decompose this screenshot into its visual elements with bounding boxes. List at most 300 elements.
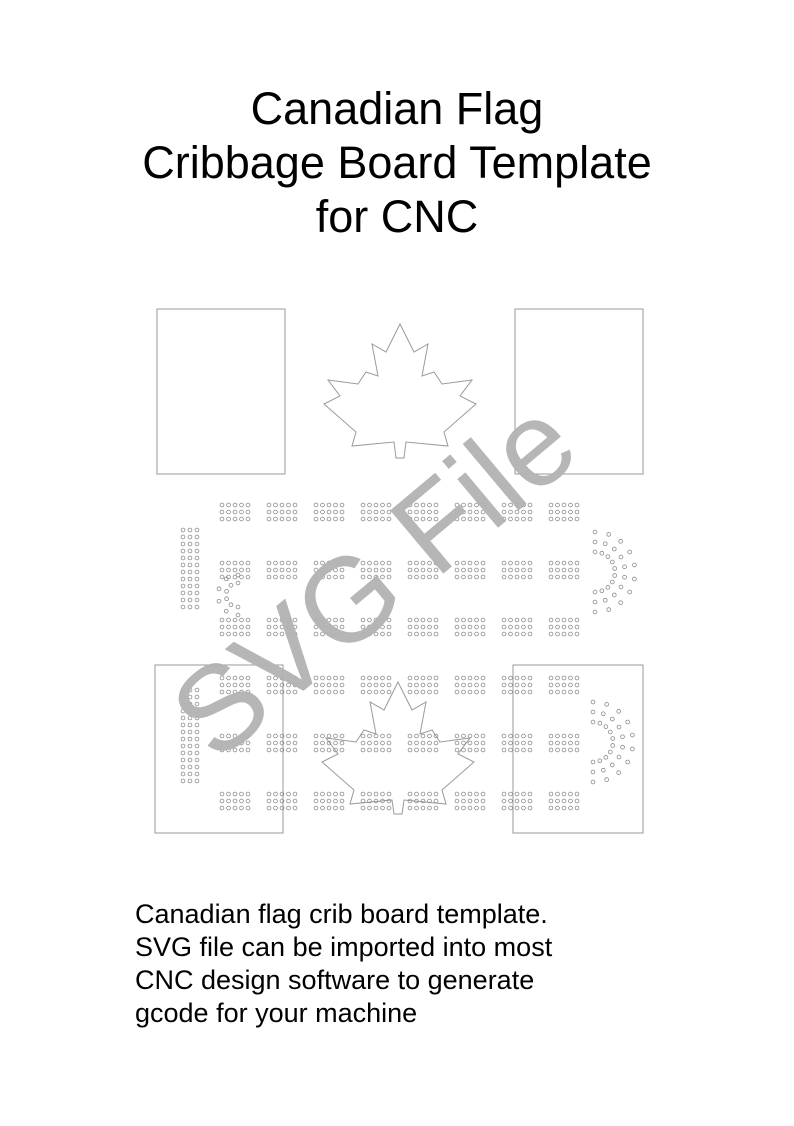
peg-hole bbox=[340, 510, 344, 514]
peg-hole bbox=[381, 748, 385, 752]
peg-hole bbox=[462, 741, 466, 745]
peg-hole bbox=[468, 683, 472, 687]
peg-hole bbox=[601, 712, 605, 716]
peg-hole bbox=[591, 700, 595, 704]
peg-hole bbox=[468, 734, 472, 738]
peg-hole bbox=[468, 748, 472, 752]
peg-hole bbox=[575, 561, 579, 565]
peg-hole bbox=[611, 737, 615, 741]
peg-hole bbox=[481, 748, 485, 752]
peg-hole bbox=[246, 575, 250, 579]
peg-hole bbox=[569, 741, 573, 745]
peg-hole bbox=[575, 632, 579, 636]
peg-hole bbox=[575, 748, 579, 752]
peg-hole bbox=[195, 758, 199, 762]
peg-hole bbox=[468, 618, 472, 622]
peg-hole bbox=[188, 598, 192, 602]
peg-hole bbox=[502, 741, 506, 745]
title-line-1: Canadian Flag bbox=[250, 83, 544, 134]
peg-hole bbox=[455, 741, 459, 745]
peg-hole bbox=[421, 632, 425, 636]
peg-hole bbox=[604, 725, 608, 729]
peg-hole bbox=[293, 748, 297, 752]
peg-hole bbox=[575, 683, 579, 687]
peg-hole bbox=[502, 792, 506, 796]
peg-hole bbox=[462, 683, 466, 687]
peg-hole bbox=[481, 799, 485, 803]
peg-hole bbox=[462, 632, 466, 636]
peg-hole bbox=[415, 806, 419, 810]
peg-hole bbox=[621, 745, 625, 749]
peg-hole bbox=[267, 561, 271, 565]
peg-hole bbox=[475, 806, 479, 810]
peg-hole bbox=[314, 510, 318, 514]
peg-hole bbox=[229, 583, 233, 587]
description-line-1: Canadian flag crib board template. bbox=[135, 899, 548, 929]
peg-hole bbox=[630, 733, 634, 737]
peg-hole bbox=[227, 510, 231, 514]
peg-hole bbox=[240, 806, 244, 810]
peg-hole bbox=[593, 540, 597, 544]
peg-hole bbox=[274, 517, 278, 521]
peg-hole bbox=[562, 517, 566, 521]
peg-hole bbox=[515, 625, 519, 629]
peg-hole bbox=[549, 806, 553, 810]
peg-hole bbox=[549, 683, 553, 687]
peg-hole bbox=[428, 741, 432, 745]
peg-hole bbox=[528, 806, 532, 810]
peg-hole bbox=[619, 601, 623, 605]
peg-hole bbox=[293, 734, 297, 738]
peg-hole bbox=[428, 748, 432, 752]
peg-hole bbox=[502, 799, 506, 803]
peg-hole bbox=[321, 741, 325, 745]
peg-hole bbox=[181, 772, 185, 776]
peg-hole bbox=[227, 561, 231, 565]
peg-hole bbox=[522, 799, 526, 803]
peg-hole bbox=[381, 792, 385, 796]
peg-hole bbox=[188, 542, 192, 546]
peg-hole bbox=[428, 683, 432, 687]
peg-hole bbox=[421, 792, 425, 796]
peg-hole bbox=[455, 734, 459, 738]
peg-hole bbox=[381, 690, 385, 694]
peg-hole bbox=[562, 792, 566, 796]
peg-hole bbox=[246, 568, 250, 572]
peg-hole bbox=[468, 632, 472, 636]
peg-hole bbox=[181, 563, 185, 567]
peg-hole bbox=[481, 632, 485, 636]
peg-hole bbox=[549, 568, 553, 572]
peg-hole bbox=[434, 748, 438, 752]
peg-hole bbox=[562, 625, 566, 629]
peg-hole bbox=[569, 806, 573, 810]
peg-hole bbox=[528, 683, 532, 687]
peg-hole bbox=[361, 690, 365, 694]
peg-hole bbox=[340, 806, 344, 810]
peg-hole bbox=[481, 625, 485, 629]
peg-hole bbox=[575, 625, 579, 629]
peg-hole bbox=[575, 690, 579, 694]
peg-hole bbox=[509, 561, 513, 565]
peg-hole bbox=[605, 703, 609, 707]
peg-hole bbox=[468, 741, 472, 745]
peg-hole bbox=[556, 632, 560, 636]
peg-hole bbox=[314, 792, 318, 796]
peg-hole bbox=[434, 806, 438, 810]
peg-hole bbox=[601, 768, 605, 772]
peg-hole bbox=[515, 792, 519, 796]
peg-hole bbox=[227, 517, 231, 521]
peg-hole bbox=[195, 577, 199, 581]
peg-hole bbox=[334, 741, 338, 745]
peg-hole bbox=[236, 581, 240, 585]
peg-hole bbox=[321, 517, 325, 521]
peg-hole bbox=[549, 734, 553, 738]
peg-hole bbox=[562, 806, 566, 810]
peg-hole bbox=[387, 792, 391, 796]
peg-hole bbox=[195, 556, 199, 560]
peg-hole bbox=[593, 600, 597, 604]
peg-hole bbox=[455, 676, 459, 680]
peg-hole bbox=[314, 799, 318, 803]
peg-hole bbox=[381, 741, 385, 745]
peg-hole bbox=[195, 605, 199, 609]
peg-hole bbox=[515, 561, 519, 565]
peg-hole bbox=[502, 618, 506, 622]
peg-hole bbox=[455, 806, 459, 810]
peg-hole bbox=[515, 806, 519, 810]
peg-hole bbox=[361, 792, 365, 796]
peg-hole bbox=[408, 690, 412, 694]
peg-hole bbox=[575, 676, 579, 680]
peg-hole bbox=[481, 618, 485, 622]
peg-hole bbox=[293, 503, 297, 507]
peg-hole bbox=[246, 806, 250, 810]
peg-hole bbox=[475, 734, 479, 738]
peg-hole bbox=[481, 690, 485, 694]
peg-hole bbox=[220, 792, 224, 796]
peg-hole bbox=[607, 533, 611, 537]
peg-hole bbox=[220, 806, 224, 810]
peg-hole bbox=[612, 593, 616, 597]
peg-hole bbox=[195, 591, 199, 595]
peg-hole bbox=[195, 549, 199, 553]
peg-hole bbox=[502, 561, 506, 565]
peg-hole bbox=[475, 618, 479, 622]
peg-hole bbox=[509, 748, 513, 752]
peg-hole bbox=[195, 570, 199, 574]
peg-hole bbox=[462, 806, 466, 810]
peg-hole bbox=[562, 575, 566, 579]
peg-hole bbox=[195, 779, 199, 783]
peg-hole bbox=[415, 676, 419, 680]
peg-hole bbox=[575, 734, 579, 738]
peg-hole bbox=[481, 734, 485, 738]
peg-hole bbox=[287, 510, 291, 514]
peg-hole bbox=[421, 799, 425, 803]
peg-hole bbox=[246, 510, 250, 514]
peg-hole bbox=[628, 590, 632, 594]
peg-hole bbox=[528, 561, 532, 565]
peg-hole bbox=[556, 799, 560, 803]
peg-hole bbox=[240, 799, 244, 803]
maple-leaf-bottom bbox=[322, 682, 474, 814]
peg-hole bbox=[240, 792, 244, 796]
peg-hole bbox=[287, 503, 291, 507]
peg-hole bbox=[314, 517, 318, 521]
peg-hole bbox=[522, 676, 526, 680]
peg-hole bbox=[623, 565, 627, 569]
peg-hole bbox=[280, 561, 284, 565]
peg-hole bbox=[340, 748, 344, 752]
peg-hole bbox=[549, 676, 553, 680]
peg-hole bbox=[462, 734, 466, 738]
peg-hole bbox=[415, 792, 419, 796]
description bbox=[135, 898, 755, 1030]
peg-hole bbox=[428, 690, 432, 694]
peg-hole bbox=[267, 806, 271, 810]
peg-hole bbox=[475, 625, 479, 629]
peg-hole bbox=[225, 597, 229, 601]
peg-hole bbox=[321, 734, 325, 738]
peg-hole bbox=[374, 792, 378, 796]
peg-hole bbox=[575, 568, 579, 572]
peg-hole bbox=[368, 792, 372, 796]
peg-hole bbox=[434, 676, 438, 680]
peg-hole bbox=[246, 517, 250, 521]
peg-hole bbox=[220, 575, 224, 579]
peg-hole bbox=[569, 632, 573, 636]
peg-hole bbox=[246, 792, 250, 796]
peg-hole bbox=[415, 748, 419, 752]
peg-hole bbox=[575, 799, 579, 803]
peg-hole bbox=[569, 690, 573, 694]
peg-hole bbox=[515, 683, 519, 687]
peg-hole bbox=[181, 584, 185, 588]
peg-hole bbox=[522, 683, 526, 687]
peg-hole bbox=[455, 683, 459, 687]
peg-hole bbox=[522, 741, 526, 745]
peg-hole bbox=[240, 561, 244, 565]
peg-hole bbox=[374, 683, 378, 687]
peg-hole bbox=[562, 734, 566, 738]
peg-hole bbox=[408, 792, 412, 796]
peg-hole bbox=[528, 690, 532, 694]
peg-hole bbox=[188, 563, 192, 567]
peg-hole bbox=[188, 772, 192, 776]
peg-hole bbox=[374, 734, 378, 738]
peg-hole bbox=[475, 632, 479, 636]
peg-hole bbox=[468, 690, 472, 694]
peg-hole bbox=[481, 676, 485, 680]
peg-hole bbox=[225, 589, 229, 593]
peg-hole bbox=[340, 799, 344, 803]
peg-hole bbox=[421, 748, 425, 752]
peg-hole bbox=[591, 720, 595, 724]
peg-hole bbox=[455, 799, 459, 803]
peg-hole bbox=[387, 748, 391, 752]
peg-hole bbox=[528, 618, 532, 622]
peg-hole bbox=[630, 747, 634, 751]
peg-hole bbox=[528, 741, 532, 745]
peg-hole bbox=[569, 503, 573, 507]
peg-hole bbox=[575, 510, 579, 514]
peg-hole bbox=[421, 690, 425, 694]
peg-hole bbox=[575, 503, 579, 507]
peg-hole bbox=[612, 547, 616, 551]
peg-hole bbox=[522, 618, 526, 622]
peg-hole bbox=[562, 676, 566, 680]
peg-hole bbox=[591, 780, 595, 784]
peg-hole bbox=[455, 690, 459, 694]
peg-hole bbox=[267, 568, 271, 572]
peg-hole bbox=[468, 676, 472, 680]
peg-hole bbox=[181, 556, 185, 560]
peg-hole bbox=[195, 598, 199, 602]
peg-hole bbox=[475, 690, 479, 694]
peg-hole bbox=[314, 503, 318, 507]
peg-hole bbox=[515, 575, 519, 579]
peg-hole bbox=[227, 799, 231, 803]
peg-hole bbox=[408, 748, 412, 752]
peg-hole bbox=[361, 741, 365, 745]
peg-hole bbox=[549, 690, 553, 694]
peg-hole bbox=[181, 765, 185, 769]
peg-hole bbox=[368, 676, 372, 680]
peg-hole bbox=[549, 792, 553, 796]
peg-hole bbox=[387, 806, 391, 810]
peg-hole bbox=[287, 799, 291, 803]
peg-hole bbox=[603, 542, 607, 546]
peg-hole bbox=[327, 503, 331, 507]
peg-hole bbox=[274, 806, 278, 810]
peg-hole bbox=[233, 792, 237, 796]
peg-hole bbox=[246, 561, 250, 565]
peg-hole bbox=[181, 744, 185, 748]
peg-hole bbox=[387, 690, 391, 694]
peg-hole bbox=[240, 517, 244, 521]
peg-hole bbox=[188, 577, 192, 581]
peg-hole bbox=[287, 741, 291, 745]
peg-hole bbox=[227, 806, 231, 810]
peg-hole bbox=[220, 568, 224, 572]
peg-hole bbox=[509, 618, 513, 622]
peg-hole bbox=[562, 618, 566, 622]
peg-hole bbox=[188, 570, 192, 574]
peg-hole bbox=[408, 676, 412, 680]
peg-hole bbox=[509, 792, 513, 796]
peg-hole bbox=[522, 792, 526, 796]
peg-hole bbox=[556, 517, 560, 521]
peg-hole bbox=[327, 799, 331, 803]
peg-hole bbox=[613, 574, 617, 578]
peg-hole bbox=[626, 760, 630, 764]
peg-hole bbox=[368, 806, 372, 810]
peg-hole bbox=[428, 806, 432, 810]
peg-hole bbox=[515, 568, 519, 572]
peg-hole bbox=[181, 737, 185, 741]
peg-hole bbox=[321, 806, 325, 810]
peg-hole bbox=[556, 690, 560, 694]
peg-hole bbox=[368, 683, 372, 687]
peg-hole bbox=[421, 734, 425, 738]
peg-hole bbox=[462, 676, 466, 680]
peg-hole bbox=[434, 618, 438, 622]
peg-hole bbox=[502, 625, 506, 629]
peg-hole bbox=[274, 799, 278, 803]
peg-hole bbox=[188, 584, 192, 588]
peg-hole bbox=[240, 510, 244, 514]
peg-hole bbox=[233, 568, 237, 572]
peg-hole bbox=[575, 806, 579, 810]
peg-hole bbox=[246, 799, 250, 803]
peg-hole bbox=[556, 561, 560, 565]
peg-hole bbox=[408, 683, 412, 687]
peg-hole bbox=[509, 741, 513, 745]
peg-hole bbox=[556, 734, 560, 738]
peg-hole bbox=[368, 748, 372, 752]
peg-hole bbox=[387, 676, 391, 680]
peg-hole bbox=[188, 556, 192, 560]
peg-hole bbox=[233, 806, 237, 810]
peg-hole bbox=[522, 734, 526, 738]
peg-hole bbox=[606, 555, 610, 559]
peg-hole bbox=[340, 503, 344, 507]
peg-hole bbox=[227, 568, 231, 572]
peg-hole bbox=[509, 625, 513, 629]
peg-hole bbox=[408, 734, 412, 738]
peg-hole bbox=[522, 806, 526, 810]
peg-hole bbox=[515, 734, 519, 738]
peg-hole bbox=[549, 561, 553, 565]
peg-hole bbox=[321, 503, 325, 507]
peg-hole bbox=[181, 779, 185, 783]
peg-hole bbox=[387, 683, 391, 687]
peg-hole bbox=[617, 771, 621, 775]
peg-hole bbox=[593, 550, 597, 554]
peg-hole bbox=[188, 737, 192, 741]
peg-hole bbox=[188, 549, 192, 553]
peg-hole bbox=[188, 765, 192, 769]
peg-hole bbox=[321, 792, 325, 796]
peg-hole bbox=[240, 503, 244, 507]
peg-hole bbox=[287, 748, 291, 752]
peg-hole bbox=[569, 618, 573, 622]
peg-hole bbox=[246, 503, 250, 507]
peg-hole bbox=[621, 735, 625, 739]
peg-hole bbox=[415, 690, 419, 694]
peg-hole bbox=[600, 589, 604, 593]
peg-hole bbox=[428, 792, 432, 796]
peg-hole bbox=[188, 591, 192, 595]
peg-hole bbox=[188, 751, 192, 755]
peg-hole bbox=[327, 734, 331, 738]
peg-hole bbox=[613, 567, 617, 571]
peg-hole bbox=[195, 584, 199, 588]
peg-hole bbox=[374, 741, 378, 745]
peg-hole bbox=[361, 748, 365, 752]
peg-hole bbox=[528, 799, 532, 803]
flag-bar-top-left bbox=[157, 309, 285, 474]
peg-hole bbox=[274, 503, 278, 507]
peg-hole bbox=[556, 806, 560, 810]
peg-hole bbox=[334, 734, 338, 738]
peg-hole bbox=[502, 806, 506, 810]
peg-hole bbox=[195, 772, 199, 776]
peg-hole bbox=[188, 528, 192, 532]
peg-hole bbox=[381, 734, 385, 738]
